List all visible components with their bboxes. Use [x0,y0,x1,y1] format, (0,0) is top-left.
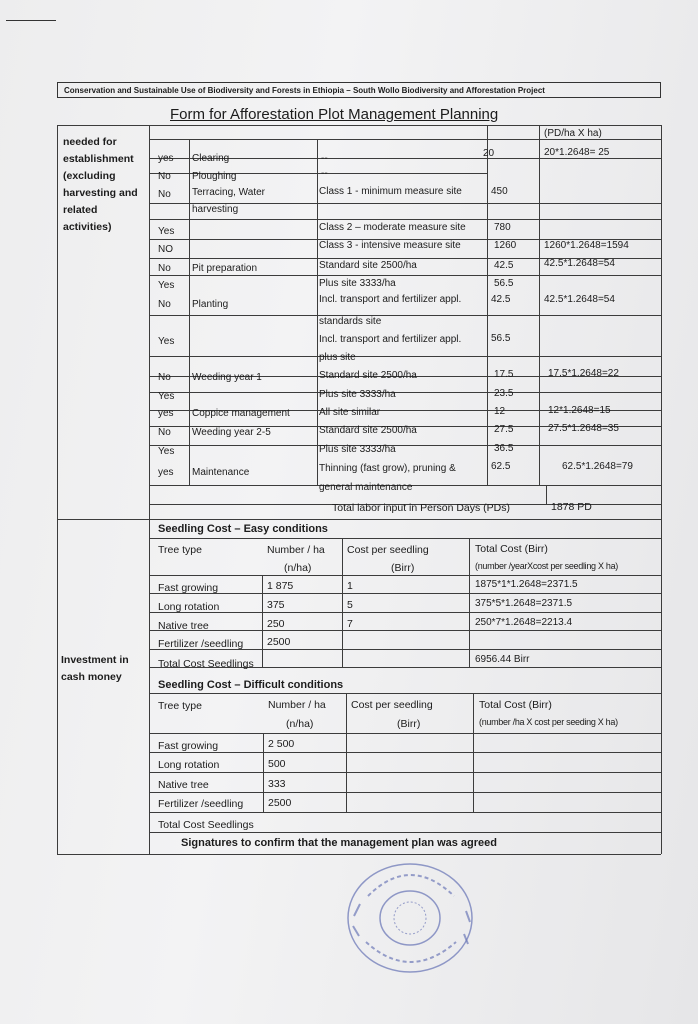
row-activity: Terracing, Water [192,187,265,198]
difficult-col-cost-unit: (Birr) [397,718,421,730]
labor-total-label: Total labor input in Person Days (PDs) [332,502,510,514]
row-measure: Thinning (fast grow), pruning & [319,463,456,474]
project-header: Conservation and Sustainable Use of Biodiversity and Forests in Ethiopia – South Wollo Biodiversity and Afforestation Project [57,82,661,98]
unit-header: (PD/ha X ha) [544,128,602,139]
easy-col-number: Number / ha [267,544,325,556]
row-activity: Maintenance [192,467,250,478]
row-yn: Yes [158,226,175,237]
row-measure: Class 2 – moderate measure site [319,222,466,233]
difficult-row-tree: Fertilizer /seedling [158,798,244,810]
easy-row-tree: Fast growing [158,582,219,594]
difficult-col-total-formula: (number /ha X cost per seeding X ha) [479,717,618,727]
unit-header-example: 20*1.2648= 25 [544,147,610,158]
row-yn: No [158,263,171,274]
form-title: Form for Afforestation Plot Management Planning [170,106,499,123]
row-yn: Yes [158,446,175,457]
labor-total-value: 1878 PD [551,501,592,513]
difficult-col-cost: Cost per seedling [351,699,433,711]
easy-row-number: 2500 [267,636,291,648]
easy-col-cost-unit: (Birr) [391,562,415,574]
row-pd: 36.5 [494,443,514,454]
easy-row-cost: 1 [347,580,353,592]
easy-row-cost: 5 [347,599,353,611]
difficult-row-number: 333 [268,778,286,790]
row-yn: Yes [158,336,175,347]
row-measure: Plus site 3333/ha [319,278,396,289]
row-measure-cont: standards site [319,316,382,327]
easy-row-tree: Long rotation [158,601,220,613]
row-pd: 780 [494,222,511,233]
row-yn: Yes [158,391,175,402]
easy-col-number-unit: (n/ha) [284,562,312,574]
row-measure: Incl. transport and fertilizer appl. [319,334,462,345]
easy-col-tree: Tree type [158,544,202,556]
row-total: 62.5*1.2648=79 [562,461,633,472]
row-yn: yes [158,153,174,164]
row-yn: No [158,427,171,438]
row-yn: No [158,372,171,383]
row-total: 27.5*1.2648=35 [548,423,619,434]
row-pd: 20 [483,148,495,159]
row-pd: 42.5 [494,260,514,271]
row-measure: -- [321,168,328,179]
row-total: 42.5*1.2648=54 [544,294,615,305]
row-measure: -- [321,153,328,164]
row-pd: 450 [491,186,508,197]
easy-row-number: 375 [267,599,285,611]
row-activity: Pit preparation [192,263,258,274]
difficult-col-number-unit: (n/ha) [286,718,314,730]
page-dash-mark [6,20,56,21]
easy-col-cost: Cost per seedling [347,544,429,556]
labor-side-label: needed for establishment (excluding harvesting and related activities) [63,136,138,233]
easy-row-tree: Native tree [158,620,209,632]
row-yn: yes [158,467,174,478]
row-measure: Plus site 3333/ha [319,389,396,400]
row-yn: No [158,171,171,182]
difficult-col-total: Total Cost (Birr) [479,699,552,711]
row-activity: Weeding year 2-5 [192,427,271,438]
difficult-col-number: Number / ha [268,699,326,711]
row-measure: All site similar [319,407,381,418]
row-yn: No [158,189,171,200]
row-total: 42.5*1.2648=54 [544,258,615,269]
row-pd: 42.5 [491,294,511,305]
row-measure-cont: general maintenance [319,482,413,493]
difficult-row-tree: Long rotation [158,759,220,771]
easy-total-label: Total Cost Seedlings [158,658,254,670]
easy-row-tree: Fertilizer /seedling [158,638,244,650]
difficult-row-tree: Fast growing [158,740,219,752]
row-activity: Planting [192,299,229,310]
easy-row-total: 250*7*1.2648=2213.4 [475,617,573,628]
row-activity-cont: harvesting [192,204,239,215]
difficult-row-number: 500 [268,758,286,770]
form-frame [57,82,663,854]
row-yn: NO [158,244,173,255]
easy-col-total-formula: (number /yearXcost per seedling X ha) [475,561,618,571]
easy-row-number: 250 [267,618,285,630]
easy-row-total: 375*5*1.2648=2371.5 [475,598,573,609]
row-yn: Yes [158,280,175,291]
row-total: 17.5*1.2648=22 [548,368,619,379]
row-activity: Ploughing [192,171,237,182]
row-pd: 56.5 [491,333,511,344]
investment-side-label: Investment in cash money [61,654,129,683]
row-pd: 12 [494,406,506,417]
easy-row-total: 1875*1*1.2648=2371.5 [475,579,578,590]
easy-row-cost: 7 [347,618,353,630]
row-measure: Class 3 - intensive measure site [319,240,461,251]
easy-row-number: 1 875 [267,580,294,592]
row-pd: 1260 [494,240,517,251]
row-measure-cont: plus site [319,352,356,363]
difficult-row-number: 2500 [268,797,292,809]
row-pd: 23.5 [494,388,514,399]
difficult-row-tree: Native tree [158,779,209,791]
easy-total-value: 6956.44 Birr [475,654,530,665]
difficult-total-label: Total Cost Seedlings [158,819,254,831]
difficult-col-tree: Tree type [158,700,202,712]
row-yn: No [158,299,171,310]
row-measure: Standard site 2500/ha [319,260,417,271]
signatures-line: Signatures to confirm that the management plan was agreed [181,837,498,849]
row-pd: 56.5 [494,278,514,289]
row-measure: Standard site 2500/ha [319,425,417,436]
row-total: 12*1.2648=15 [548,405,611,416]
row-activity: Clearing [192,153,230,164]
row-pd: 27.5 [494,424,514,435]
row-yn: yes [158,408,174,419]
easy-col-total: Total Cost (Birr) [475,543,548,555]
row-measure: Plus site 3333/ha [319,444,396,455]
easy-section-title: Seedling Cost – Easy conditions [158,523,328,535]
difficult-section-title: Seedling Cost – Difficult conditions [158,679,344,691]
row-total: 1260*1.2648=1594 [544,240,629,251]
row-measure: Standard site 2500/ha [319,370,417,381]
row-pd: 62.5 [491,461,511,472]
row-pd: 17.5 [494,369,514,380]
official-stamp [338,856,488,976]
row-activity: Weeding year 1 [192,372,262,383]
row-measure: Class 1 - minimum measure site [319,186,462,197]
row-measure: Incl. transport and fertilizer appl. [319,294,462,305]
difficult-row-number: 2 500 [268,738,295,750]
row-activity: Coppice management [192,408,290,419]
